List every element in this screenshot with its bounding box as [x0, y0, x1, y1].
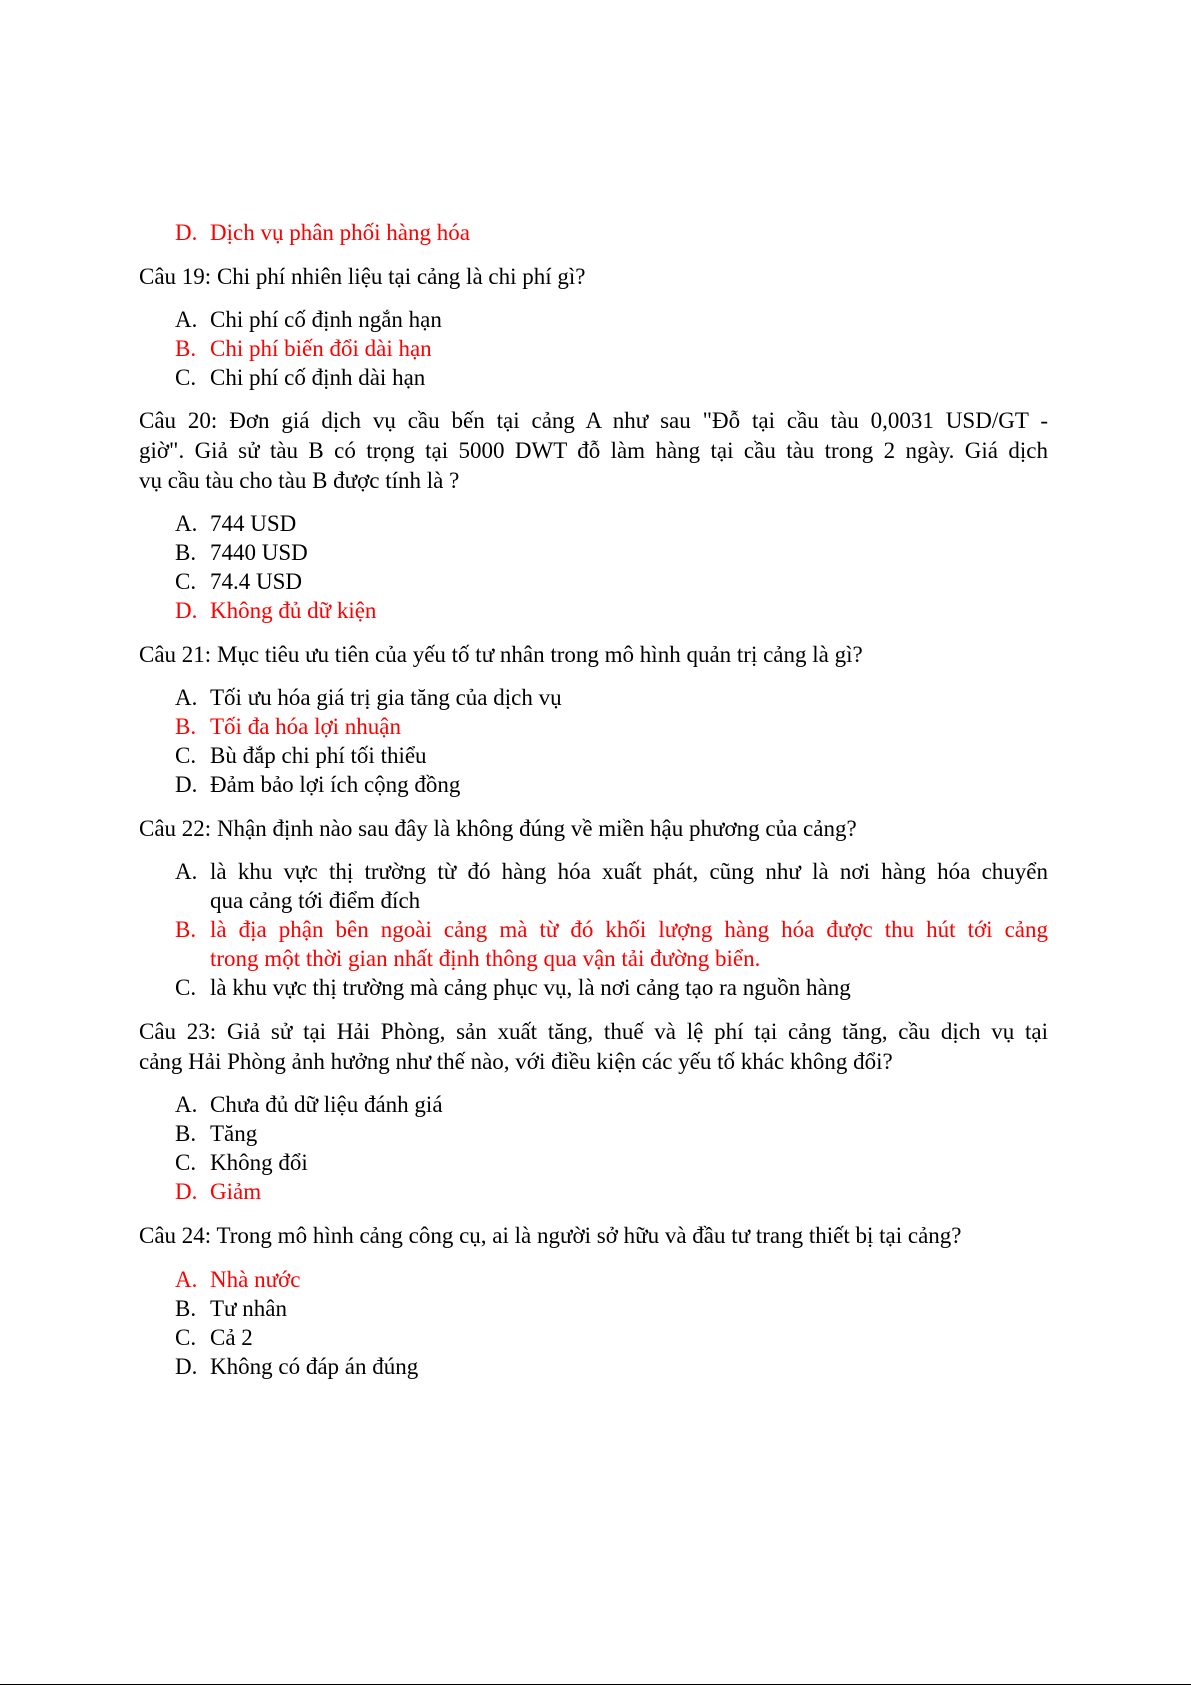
question-24: Câu 24: Trong mô hình cảng công cụ, ai là người sở hữu và đầu tư trang thiết bị tại cảng?: [139, 1223, 962, 1248]
q23-option-b: B. Tăng: [175, 1121, 258, 1146]
question-23-line-2: cảng Hải Phòng ảnh hưởng như thế nào, với điều kiện các yếu tố khác không đổi?: [139, 1049, 893, 1074]
q22-option-a: A. là khu vực thị trường từ đó hàng hóa xuất phát, cũng như là nơi hàng hóa chuyển: [175, 859, 1048, 884]
question-19: Câu 19: Chi phí nhiên liệu tại cảng là chi phí gì?: [139, 264, 586, 289]
q22-option-a-continued: qua cảng tới điểm đích: [210, 888, 421, 913]
q24-option-d: D. Không có đáp án đúng: [175, 1354, 419, 1379]
question-20-line-2: giờ". Giả sử tàu B có trọng tại 5000 DWT đỗ làm hàng tại cầu tàu trong 2 ngày. Giá dịch: [139, 438, 1048, 463]
q23-option-a: A. Chưa đủ dữ liệu đánh giá: [175, 1092, 443, 1117]
q22-option-b: B. là địa phận bên ngoài cảng mà từ đó khối lượng hàng hóa được thu hút tới cảng: [175, 917, 1048, 942]
q20-option-d: D. Không đủ dữ kiện: [175, 598, 377, 623]
question-22: Câu 22: Nhận định nào sau đây là không đúng về miền hậu phương của cảng?: [139, 816, 857, 841]
q19-option-c: C. Chi phí cố định dài hạn: [175, 365, 426, 390]
q24-option-b: B. Tư nhân: [175, 1296, 287, 1321]
q22-option-b-continued: trong một thời gian nhất định thông qua vận tải đường biển.: [210, 946, 761, 971]
q23-option-c: C. Không đổi: [175, 1150, 308, 1175]
q20-option-a: A. 744 USD: [175, 511, 297, 536]
prev-option-d: D. Dịch vụ phân phối hàng hóa: [175, 220, 470, 245]
q22-option-c: C. là khu vực thị trường mà cảng phục vụ, là nơi cảng tạo ra nguồn hàng: [175, 975, 851, 1000]
q21-option-d: D. Đảm bảo lợi ích cộng đồng: [175, 772, 461, 797]
q21-option-b: B. Tối đa hóa lợi nhuận: [175, 714, 402, 739]
question-23-line-1: Câu 23: Giả sử tại Hải Phòng, sản xuất tăng, thuế và lệ phí tại cảng tăng, cầu dịch vụ tại: [139, 1019, 1048, 1044]
q20-option-b: B. 7440 USD: [175, 540, 308, 565]
question-20-line-3: vụ cầu tàu cho tàu B được tính là ?: [139, 468, 460, 493]
q21-option-a: A. Tối ưu hóa giá trị gia tăng của dịch vụ: [175, 685, 562, 710]
q24-option-a: A. Nhà nước: [175, 1267, 301, 1292]
q23-option-d: D. Giảm: [175, 1179, 262, 1204]
question-20-line-1: Câu 20: Đơn giá dịch vụ cầu bến tại cảng A như sau "Đỗ tại cầu tàu 0,0031 USD/GT -: [139, 408, 1048, 433]
q21-option-c: C. Bù đắp chi phí tối thiểu: [175, 743, 427, 768]
q20-option-c: C. 74.4 USD: [175, 569, 303, 594]
q19-option-a: A. Chi phí cố định ngắn hạn: [175, 307, 442, 332]
question-21: Câu 21: Mục tiêu ưu tiên của yếu tố tư nhân trong mô hình quản trị cảng là gì?: [139, 642, 863, 667]
q19-option-b: B. Chi phí biến đổi dài hạn: [175, 336, 432, 361]
q24-option-c: C. Cả 2: [175, 1325, 253, 1350]
